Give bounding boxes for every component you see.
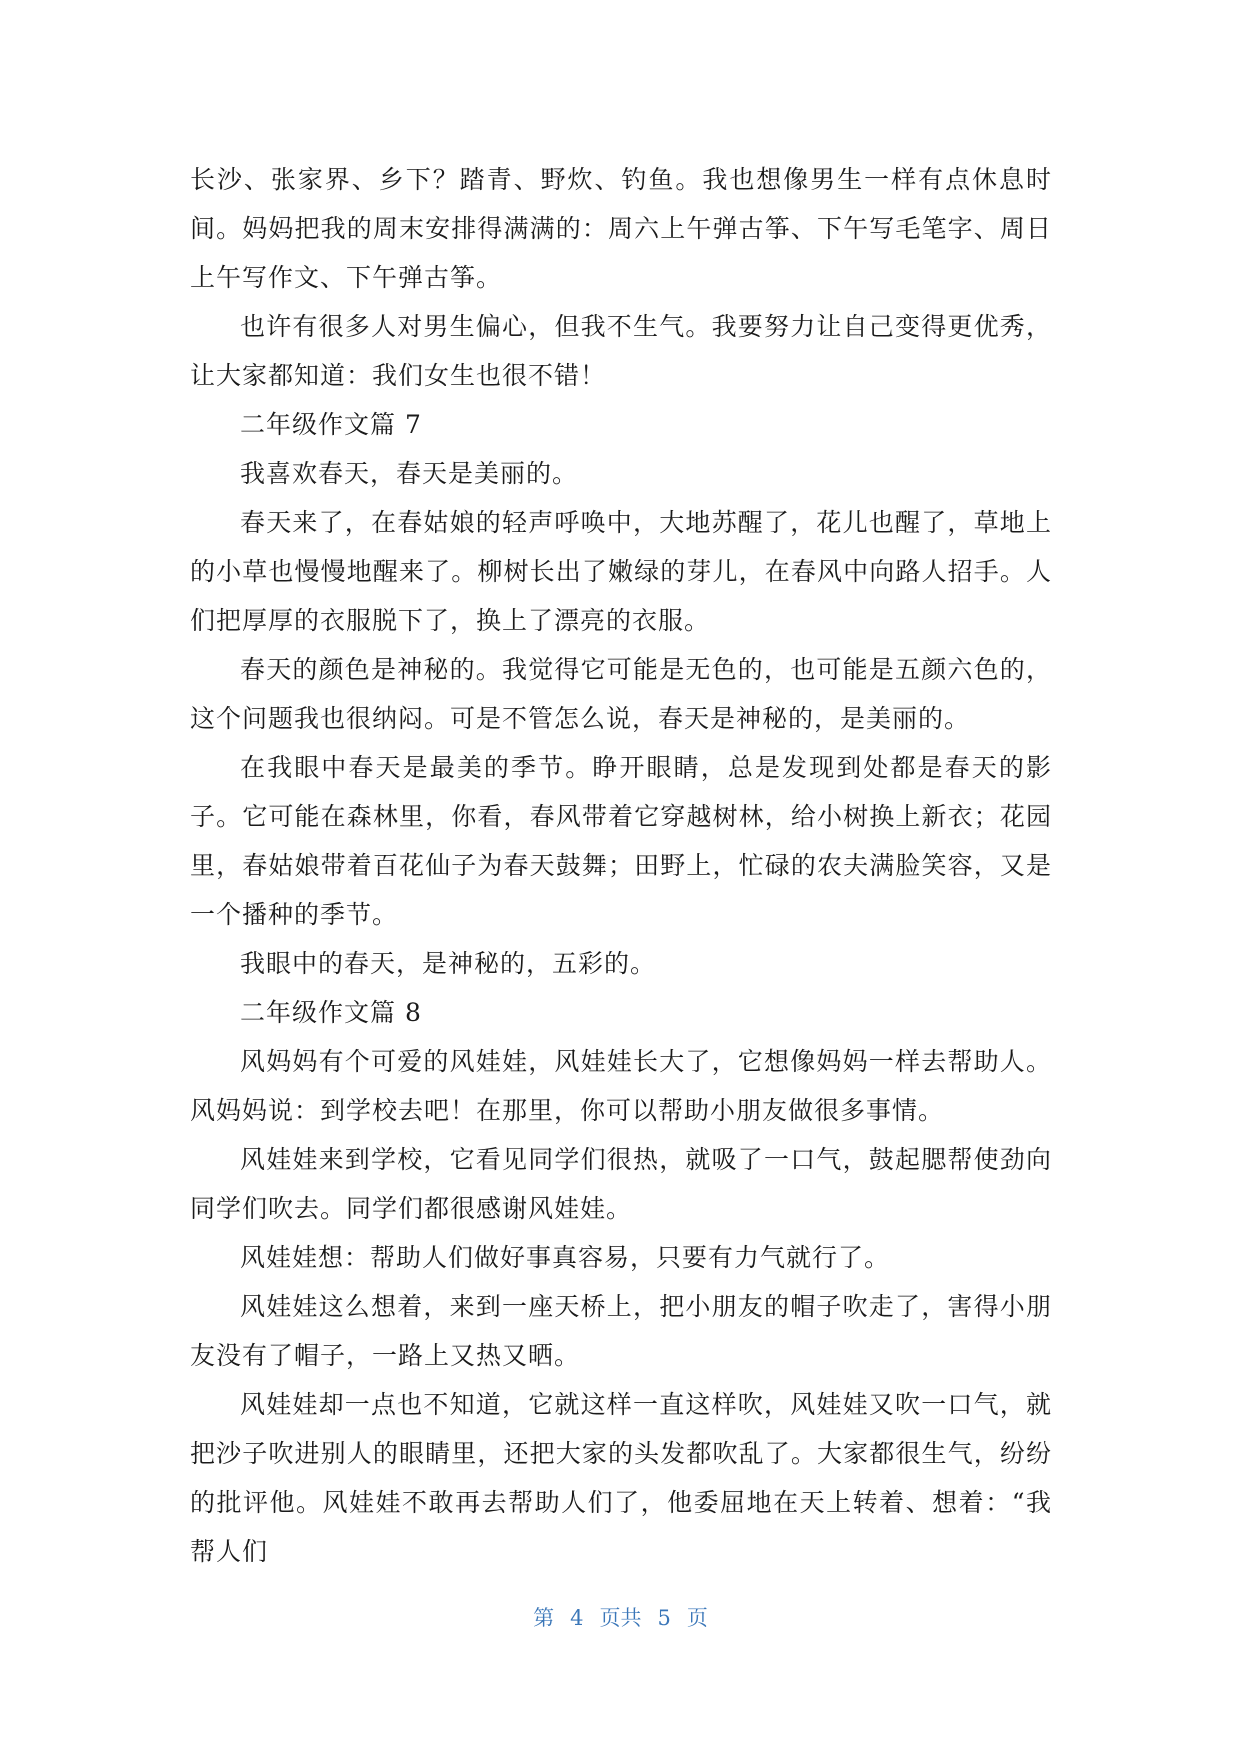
paragraph: 春天来了，在春姑娘的轻声呼唤中，大地苏醒了，花儿也醒了，草地上的小草也慢慢地醒来了。柳树长出了嫩绿的芽儿，在春风中向路人招手。人们把厚厚的衣服脱下了，换上了漂亮的衣服。 — [190, 508, 1052, 635]
section-heading: 二年级作文篇 7 — [240, 410, 422, 439]
footer-word-di: 第 — [533, 1606, 555, 1630]
paragraph: 春天的颜色是神秘的。我觉得它可能是无色的，也可能是五颜六色的，这个问题我也很纳闷。可是不管怎么说，春天是神秘的，是美丽的。 — [190, 655, 1052, 733]
paragraph: 在我眼中春天是最美的季节。睁开眼睛，总是发现到处都是春天的影子。它可能在森林里，你看，春风带着它穿越树林，给小树换上新衣；花园里，春姑娘带着百花仙子为春天鼓舞；田野上，忙碌的农夫满脸笑容，又是一个播种的季节。 — [190, 753, 1052, 929]
footer-word-ye-gong: 页共 — [599, 1606, 642, 1630]
current-page-number: 4 — [570, 1606, 584, 1630]
footer-word-ye: 页 — [686, 1606, 708, 1630]
paragraph: 风娃娃却一点也不知道，它就这样一直这样吹，风娃娃又吹一口气，就把沙子吹进别人的眼睛里，还把大家的头发都吹乱了。大家都很生气，纷纷的批评他。风娃娃不敢再去帮助人们了，他委屈地在天上转着、想着：“我帮人们 — [190, 1390, 1052, 1566]
paragraph: 风娃娃想：帮助人们做好事真容易，只要有力气就行了。 — [240, 1243, 891, 1272]
page-footer — [0, 1602, 1241, 1632]
paragraph: 我眼中的春天，是神秘的，五彩的。 — [240, 949, 657, 978]
document-body — [190, 155, 1052, 1576]
paragraph: 风娃娃这么想着，来到一座天桥上，把小朋友的帽子吹走了，害得小朋友没有了帽子，一路上又热又晒。 — [190, 1292, 1052, 1370]
section-heading: 二年级作文篇 8 — [240, 998, 422, 1027]
total-page-count: 5 — [657, 1606, 671, 1630]
paragraph: 风娃娃来到学校，它看见同学们很热，就吸了一口气，鼓起腮帮使劲向同学们吹去。同学们都很感谢风娃娃。 — [190, 1145, 1052, 1223]
paragraph: 我喜欢春天，春天是美丽的。 — [240, 459, 579, 488]
paragraph: 也许有很多人对男生偏心，但我不生气。我要努力让自己变得更优秀，让大家都知道：我们女生也很不错！ — [190, 312, 1052, 390]
paragraph: 长沙、张家界、乡下？踏青、野炊、钓鱼。我也想像男生一样有点休息时间。妈妈把我的周末安排得满满的：周六上午弹古筝、下午写毛笔字、周日上午写作文、下午弹古筝。 — [190, 165, 1052, 292]
paragraph: 风妈妈有个可爱的风娃娃，风娃娃长大了，它想像妈妈一样去帮助人。风妈妈说：到学校去吧！在那里，你可以帮助小朋友做很多事情。 — [190, 1047, 1052, 1125]
